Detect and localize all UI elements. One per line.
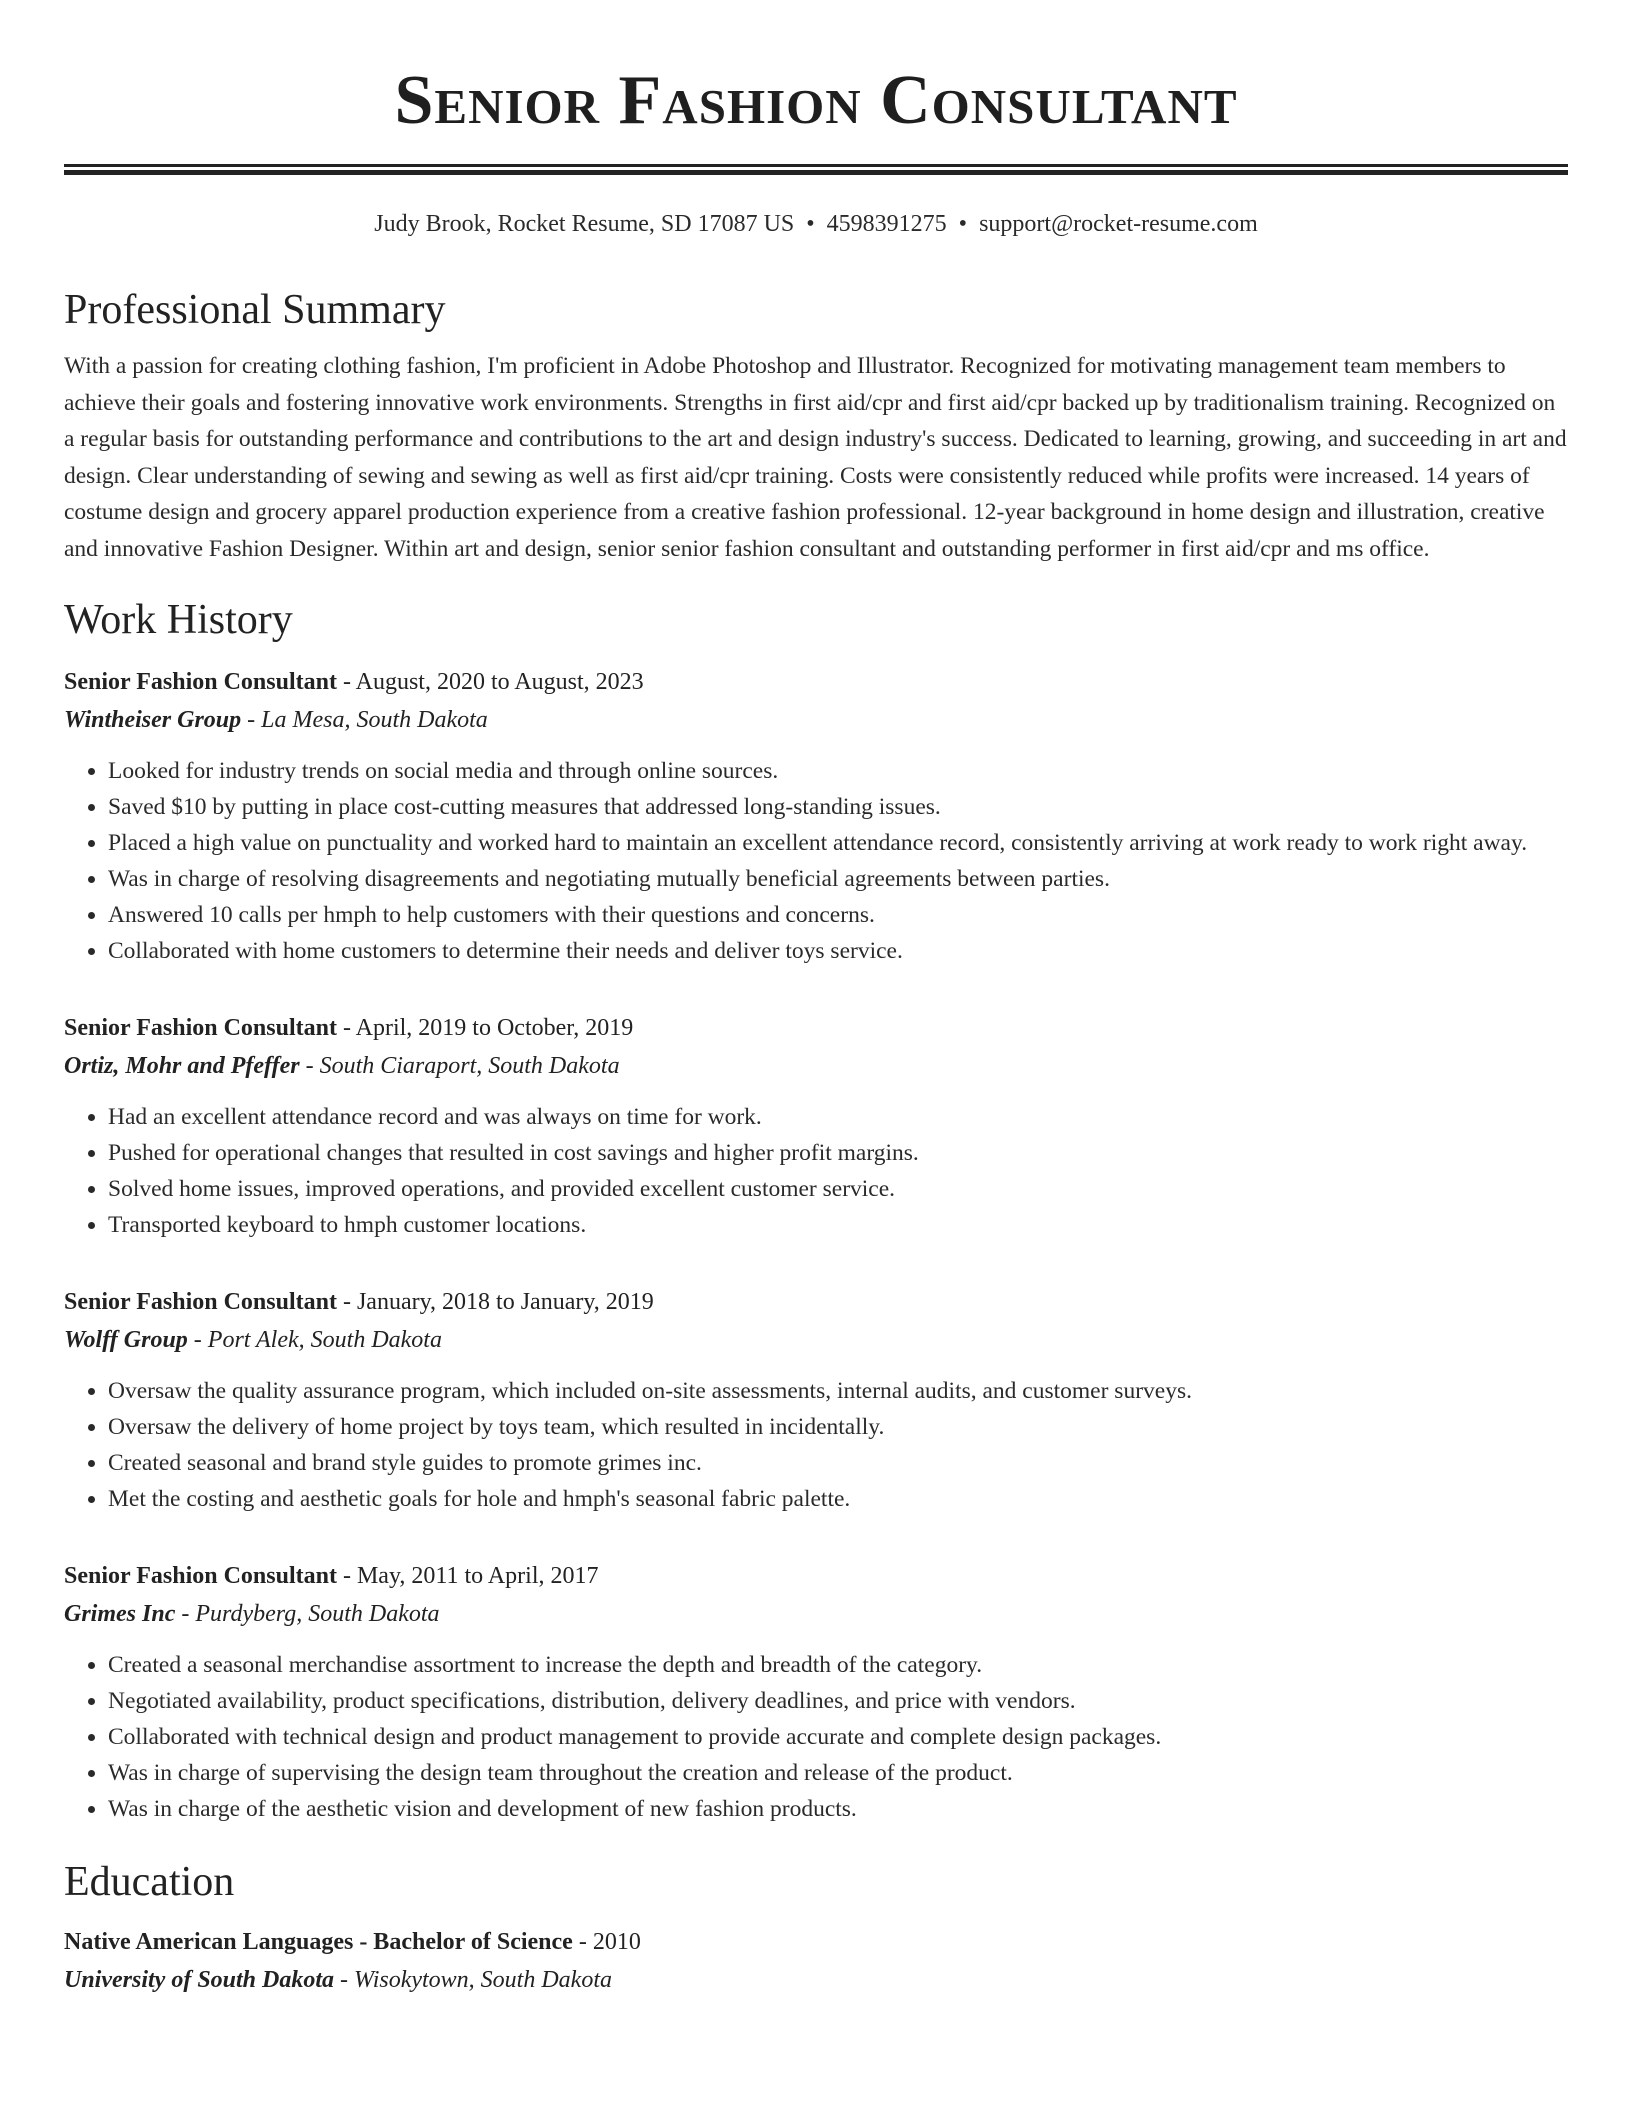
contact-separator: •: [958, 211, 968, 237]
list-item: • Had an excellent attendance record and was always on time for work.: [108, 1099, 1568, 1135]
employer-name: Wolff Group: [64, 1327, 188, 1353]
list-item: • Saved $10 by putting in place cost-cutting measures that addressed long-standing issues.: [108, 789, 1568, 825]
job-dates: - April, 2019 to October, 2019: [336, 1015, 634, 1041]
employer-line: [64, 1595, 1568, 1633]
graduation-year: - 2010: [572, 1929, 641, 1955]
employer-location: - Port Alek, South Dakota: [187, 1327, 442, 1353]
job-entry: [64, 1557, 1568, 1827]
employer-location: - La Mesa, South Dakota: [241, 707, 488, 733]
list-item: • Created a seasonal merchandise assortment to increase the depth and breadth of the category.: [108, 1647, 1568, 1683]
list-item: • Collaborated with technical design and product management to provide accurate and complete design packages.: [108, 1719, 1568, 1755]
list-item: • Was in charge of the aesthetic vision and development of new fashion products.: [108, 1791, 1568, 1827]
list-item: • Transported keyboard to hmph customer locations.: [108, 1207, 1568, 1243]
contact-phone: 4598391275: [826, 211, 947, 237]
list-item: • Oversaw the delivery of home project by toys team, which resulted in incidentally.: [108, 1409, 1568, 1445]
list-item: • Looked for industry trends on social media and through online sources.: [108, 753, 1568, 789]
list-item: • Negotiated availability, product specifications, distribution, delivery deadlines, and price with vendors.: [108, 1683, 1568, 1719]
school-name: University of South Dakota: [64, 1967, 335, 1993]
list-item: • Met the costing and aesthetic goals for hole and hmph's seasonal fabric palette.: [108, 1481, 1568, 1517]
job-title: Senior Fashion Consultant: [64, 1563, 337, 1589]
list-item: • Oversaw the quality assurance program, which included on-site assessments, internal audits, and customer surveys.: [108, 1373, 1568, 1409]
list-item: • Placed a high value on punctuality and worked hard to maintain an excellent attendance record, consistently arriving at work ready to work right away.: [108, 825, 1568, 861]
list-item: • Created seasonal and brand style guides to promote grimes inc.: [108, 1445, 1568, 1481]
employer-name: Grimes Inc: [64, 1601, 176, 1627]
contact-email[interactable]: support@rocket-resume.com: [979, 211, 1258, 237]
job-title-line: [64, 1283, 1568, 1321]
degree-line: [64, 1923, 1568, 1961]
contact-separator: •: [806, 211, 815, 237]
job-bullet-list: [64, 753, 1568, 969]
list-item: • Collaborated with home customers to determine their needs and deliver toys service.: [108, 933, 1568, 969]
contact-address: Judy Brook, Rocket Resume, SD 17087 US: [374, 211, 795, 237]
employer-line: [64, 701, 1568, 739]
employer-name: Ortiz, Mohr and Pfeffer: [64, 1053, 300, 1079]
list-item: • Answered 10 calls per hmph to help customers with their questions and concerns.: [108, 897, 1568, 933]
education-entry: [64, 1923, 1568, 1999]
job-dates: - August, 2020 to August, 2023: [336, 669, 644, 695]
list-item: • Was in charge of resolving disagreements and negotiating mutually beneficial agreements between parties.: [108, 861, 1568, 897]
title-double-rule: [64, 164, 1568, 175]
employer-location: - Purdyberg, South Dakota: [175, 1601, 440, 1627]
employer-location: - South Ciaraport, South Dakota: [299, 1053, 620, 1079]
list-item: • Pushed for operational changes that resulted in cost savings and higher profit margins.: [108, 1135, 1568, 1171]
job-title: Senior Fashion Consultant: [64, 669, 337, 695]
degree-name: Native American Languages - Bachelor of Science: [64, 1929, 573, 1955]
job-title: Senior Fashion Consultant: [64, 1289, 337, 1315]
job-title-line: [64, 663, 1568, 701]
list-item: • Solved home issues, improved operations, and provided excellent customer service.: [108, 1171, 1568, 1207]
job-bullet-list: [64, 1647, 1568, 1827]
summary-text: With a passion for creating clothing fashion, I'm proficient in Adobe Photoshop and Illustrator. Recognized for motivating management team members to achieve their goals and fostering innovative work environments. Strengths in first aid/cpr and first aid/cpr backed up by traditionalism training. Recognized on a regular basis for outstanding performance and contributions to the art and design industry's success. Dedicated to learning, growing, and succeeding in art and design. Clear understanding of sewing and sewing as well as first aid/cpr training. Costs were consistently reduced while profits were increased. 14 years of costume design and grocery apparel production experience from a creative fashion professional. 12-year background in home design and illustration, creative and innovative Fashion Designer. Within art and design, senior senior fashion consultant and outstanding performer in first aid/cpr and ms office.: [64, 353, 1567, 562]
list-item: • Was in charge of supervising the design team throughout the creation and release of the product.: [108, 1755, 1568, 1791]
resume-title: Senior Fashion Consultant: [394, 62, 1238, 139]
job-title-line: [64, 1009, 1568, 1047]
job-title-line: [64, 1557, 1568, 1595]
employer-line: [64, 1321, 1568, 1359]
education-heading: Education: [64, 1859, 235, 1905]
employer-line: [64, 1047, 1568, 1085]
school-location: - Wisokytown, South Dakota: [334, 1967, 612, 1993]
contact-line: [64, 209, 1568, 239]
job-dates: - January, 2018 to January, 2019: [336, 1289, 654, 1315]
job-entry: [64, 663, 1568, 969]
job-title: Senior Fashion Consultant: [64, 1015, 337, 1041]
job-dates: - May, 2011 to April, 2017: [336, 1563, 599, 1589]
employer-name: Wintheiser Group: [64, 707, 242, 733]
job-entry: [64, 1283, 1568, 1517]
job-bullet-list: [64, 1373, 1568, 1517]
job-bullet-list: [64, 1099, 1568, 1243]
school-line: [64, 1961, 1568, 1999]
summary-heading: Professional Summary: [64, 287, 446, 333]
job-entry: [64, 1009, 1568, 1243]
work-history-heading: Work History: [64, 597, 293, 643]
